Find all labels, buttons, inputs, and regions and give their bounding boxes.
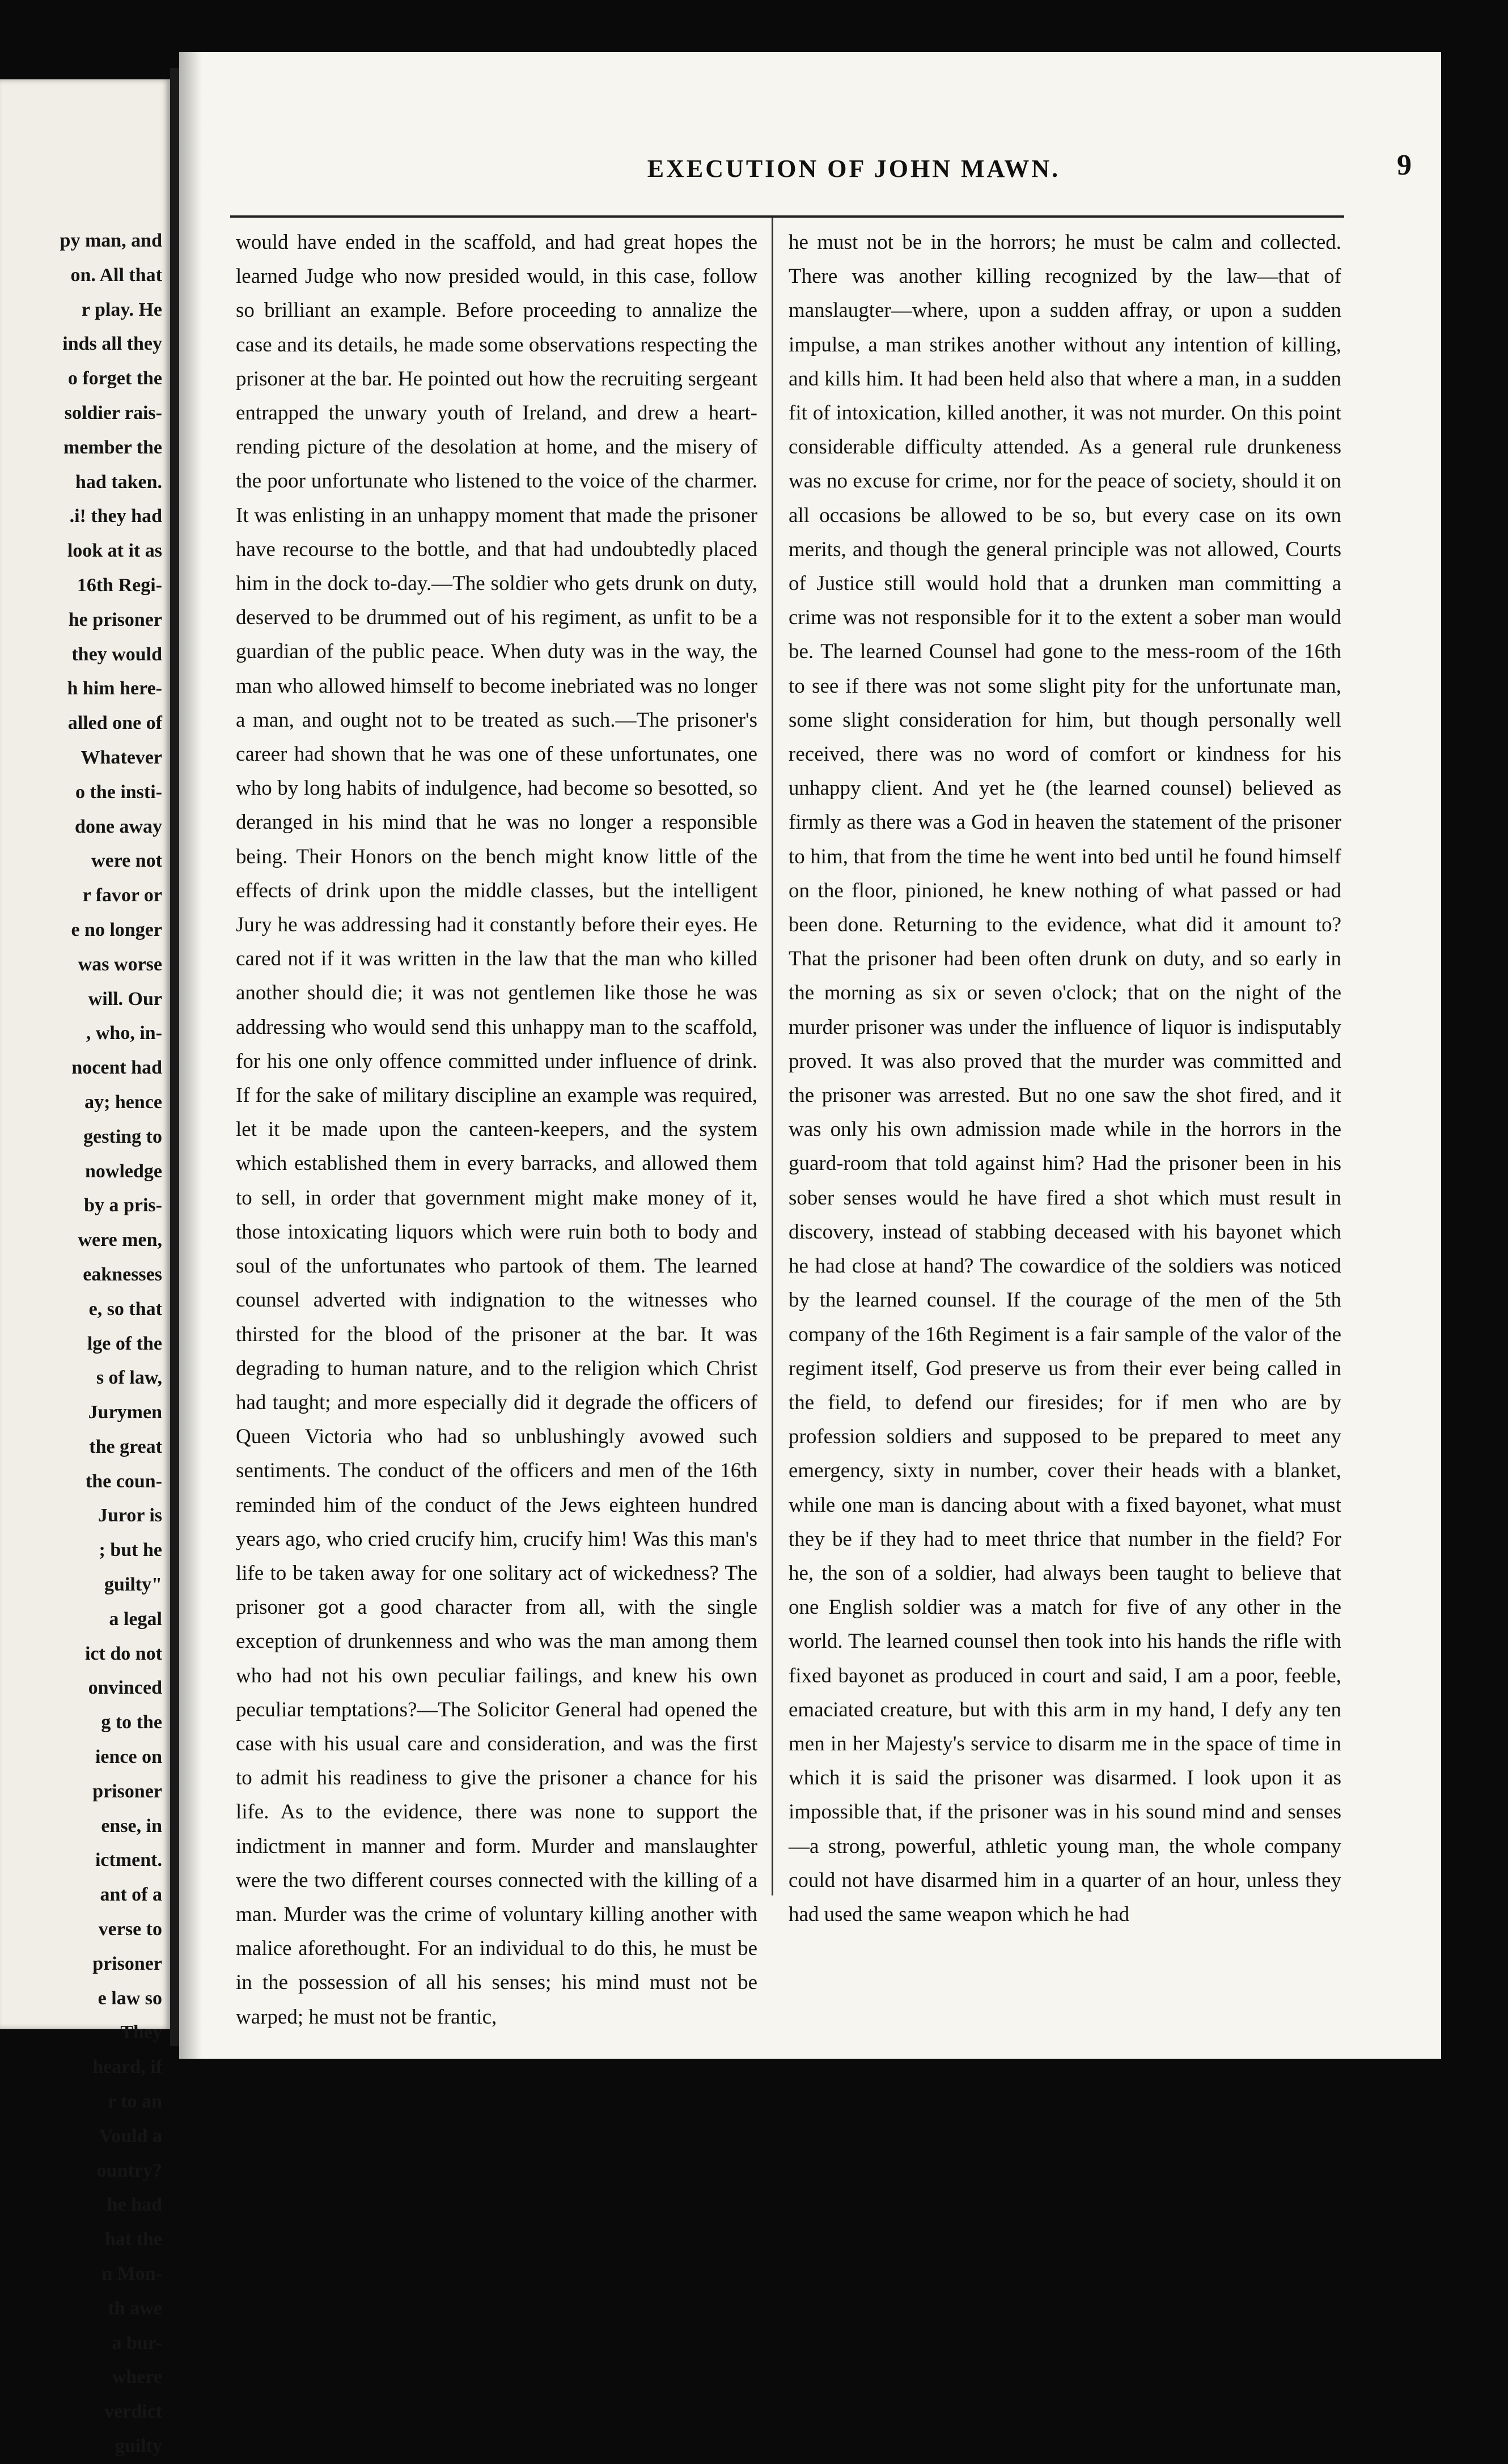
column-right-text: he must not be in the horrors; he must be calm and collected. There was another killing recognized by the law—that of manslaugter—where, upon a sudden affray, or upon a sudden impulse, a man strikes another without any intention of killing, and kills him. It had been held also that where a man, in a sudden fit of intoxication, killed another, it was not murder. On this point considerable difficulty attended. As a general rule drunkeness was no excuse for crime, nor for the peace of society, should it on all occasions be allowed to be so, but every case on its own merits, and though the general principle was not allowed, Courts of Justice still would hold that a drunken man committing a crime was not responsible for it to the extent a sober man would be. The learned Counsel had gone to the mess-room of the 16th to see if there was not some slight pity for the unfortunate man, some slight consideration for him, but though personally well received, there was no word of comfort or kindness for his unhappy client. And yet he (the learned counsel) believed as firmly as there was a God in heaven the statement of the prisoner to him, that from the time he went into bed until he found himself on the floor, pinioned, he knew nothing of what passed or had been done. Returning to the evidence, what did it amount to? That the prisoner had been often drunk on duty, and so early in the morning as six or seven o'clock; that on the night of the murder prisoner was under the influence of liquor is indisputably proved. It was also proved that the murder was committed and the prisoner was arrested. But no one saw the shot fired, and it was only his own admission made while in the horrors in the guard-room that told against him? Had the prisoner been in his sober senses would he have fired a shot which must result in discovery, instead of stabbing deceased with his bayonet which he had close at hand? The cowardice of the soldiers was noticed by the learned counsel. If the courage of the men of the 5th company of the 16th Regiment is a fair sample of the valor of the regiment itself, God preserve us from their ever being called in the field, to defend our firesides; for if men who are by profession soldiers and supposed to be prepared to meet any emergency, sixty in number, cover their heads with a blanket, while one man is dancing about with a fixed bayonet, what must they be if they had to meet thrice that number in the field? For he, the son of a soldier, had always been taught to believe that one English soldier was a match for five of any other in the world. The learned counsel then took into his hands the rifle with fixed bayonet as produced in court and said, I am a poor, feeble, emaciated creature, but with this arm in my hand, I defy any ten men in her Majesty's service to disarm me in the space of time in which it is said the prisoner was disarmed. I look upon it as impossible that, if the prisoner was in his sound mind and senses—a strong, powerful, athletic young man, the whole company could not have disarmed him in a quarter of an hour, unless they had used the same weapon which he had (789, 231, 1341, 1926)
book-gutter (170, 68, 179, 2046)
book-page (179, 52, 1441, 2059)
page-header (179, 149, 1441, 188)
binding-shadow (179, 52, 202, 2059)
text-column-right (789, 226, 1341, 1926)
page-number: 9 (1397, 149, 1412, 181)
text-column-left (236, 226, 757, 2029)
column-left-text: would have ended in the scaffold, and had great hopes the learned Judge who now presided would, in this case, follow so brilliant an example. Before proceeding to annalize the case and its details, he made some observations respecting the prisoner at the bar. He pointed out how the recruiting sergeant entrapped the unwary youth of Ireland, and drew a heart-rending picture of the desolation at home, and the misery of the poor unfortunate who listened to the voice of the charmer. It was enlisting in an unhappy moment that made the prisoner have recourse to the bottle, and that had undoubtedly placed him in the dock to-day.—The soldier who gets drunk on duty, deserved to be drummed out of his regiment, as unfit to be a guardian of the public peace. When duty was in the way, the man who allowed himself to become inebriated was no longer a man, and ought not to be treated as such.—The prisoner's career had shown that he was one of these unfortunates, one who by long habits of indulgence, had become so besotted, so deranged in his mind that he was no longer a responsible being. Their Honors on the bench might know little of the effects of drink upon the middle classes, but the intelligent Jury he was addressing had it constantly before their eyes. He cared not if it was written in the law that the man who killed another should die; it was not gentlemen like those he was addressing who would send this unhappy man to the scaffold, for his one only offence committed under influence of drink. If for the sake of military discipline an example was required, let it be made upon the canteen-keepers, and the system which established them in every barracks, and allowed them to sell, in order that government might make money of it, those intoxicating liquors which were ruin both to body and soul of the unfortunates who partook of them. The learned counsel adverted with indignation to the witnesses who thirsted for the blood of the prisoner at the bar. It was degrading to human nature, and to the religion which Christ had taught; and more especially did it degrade the officers of Queen Victoria who had so unblushingly avowed such sentiments. The conduct of the officers and men of the 16th reminded him of the conduct of the Jews eighteen hundred years ago, who cried crucify him, crucify him! Was this man's life to be taken away for one solitary act of wickedness? The prisoner got a good character from all, with the single exception of drunkenness and who was the man among them who had not his own peculiar failings, and knew his own peculiar temptations?—The Solicitor General had opened the case with his usual care and consideration, and was the first to admit his readiness to give the prisoner a chance for his life. As to the evidence, there was none to support the indictment in manner and form. Murder and manslaughter were the two different courses connected with the killing of a man. Murder was the crime of voluntary killing another with malice aforethought. For an individual to do this, he must be in the possession of all his senses; his mind must not be warped; he must not be frantic, (236, 231, 757, 2029)
header-rule (230, 215, 1344, 218)
column-divider (772, 218, 773, 1895)
facing-page-fragment (0, 79, 170, 2457)
facing-page-text: py man, and on. All that r play. He inds all they o forget the soldier rais- member the had taken. .i! they had look at it as 16th Regi- he prisoner they would h him here- alled one of Whatever o the insti- done away were not r favor or e no longer was worse will. Our , who, in- nocent had ay; hence gesting to nowledge by a pris- were men, eaknesses e, so that lge of the s of law, Jurymen the great the coun- Juror is ; but he guilty" a legal ict do not onvinced g to the ience on prisoner ense, in ictment. ant of a verse to prisoner e law so They heard, if r to an Vould a ountry? he had hat the n Mon- th awe a bur- where verdict guilty (60, 230, 162, 2457)
running-title: EXECUTION OF JOHN MAWN. (647, 155, 1061, 183)
